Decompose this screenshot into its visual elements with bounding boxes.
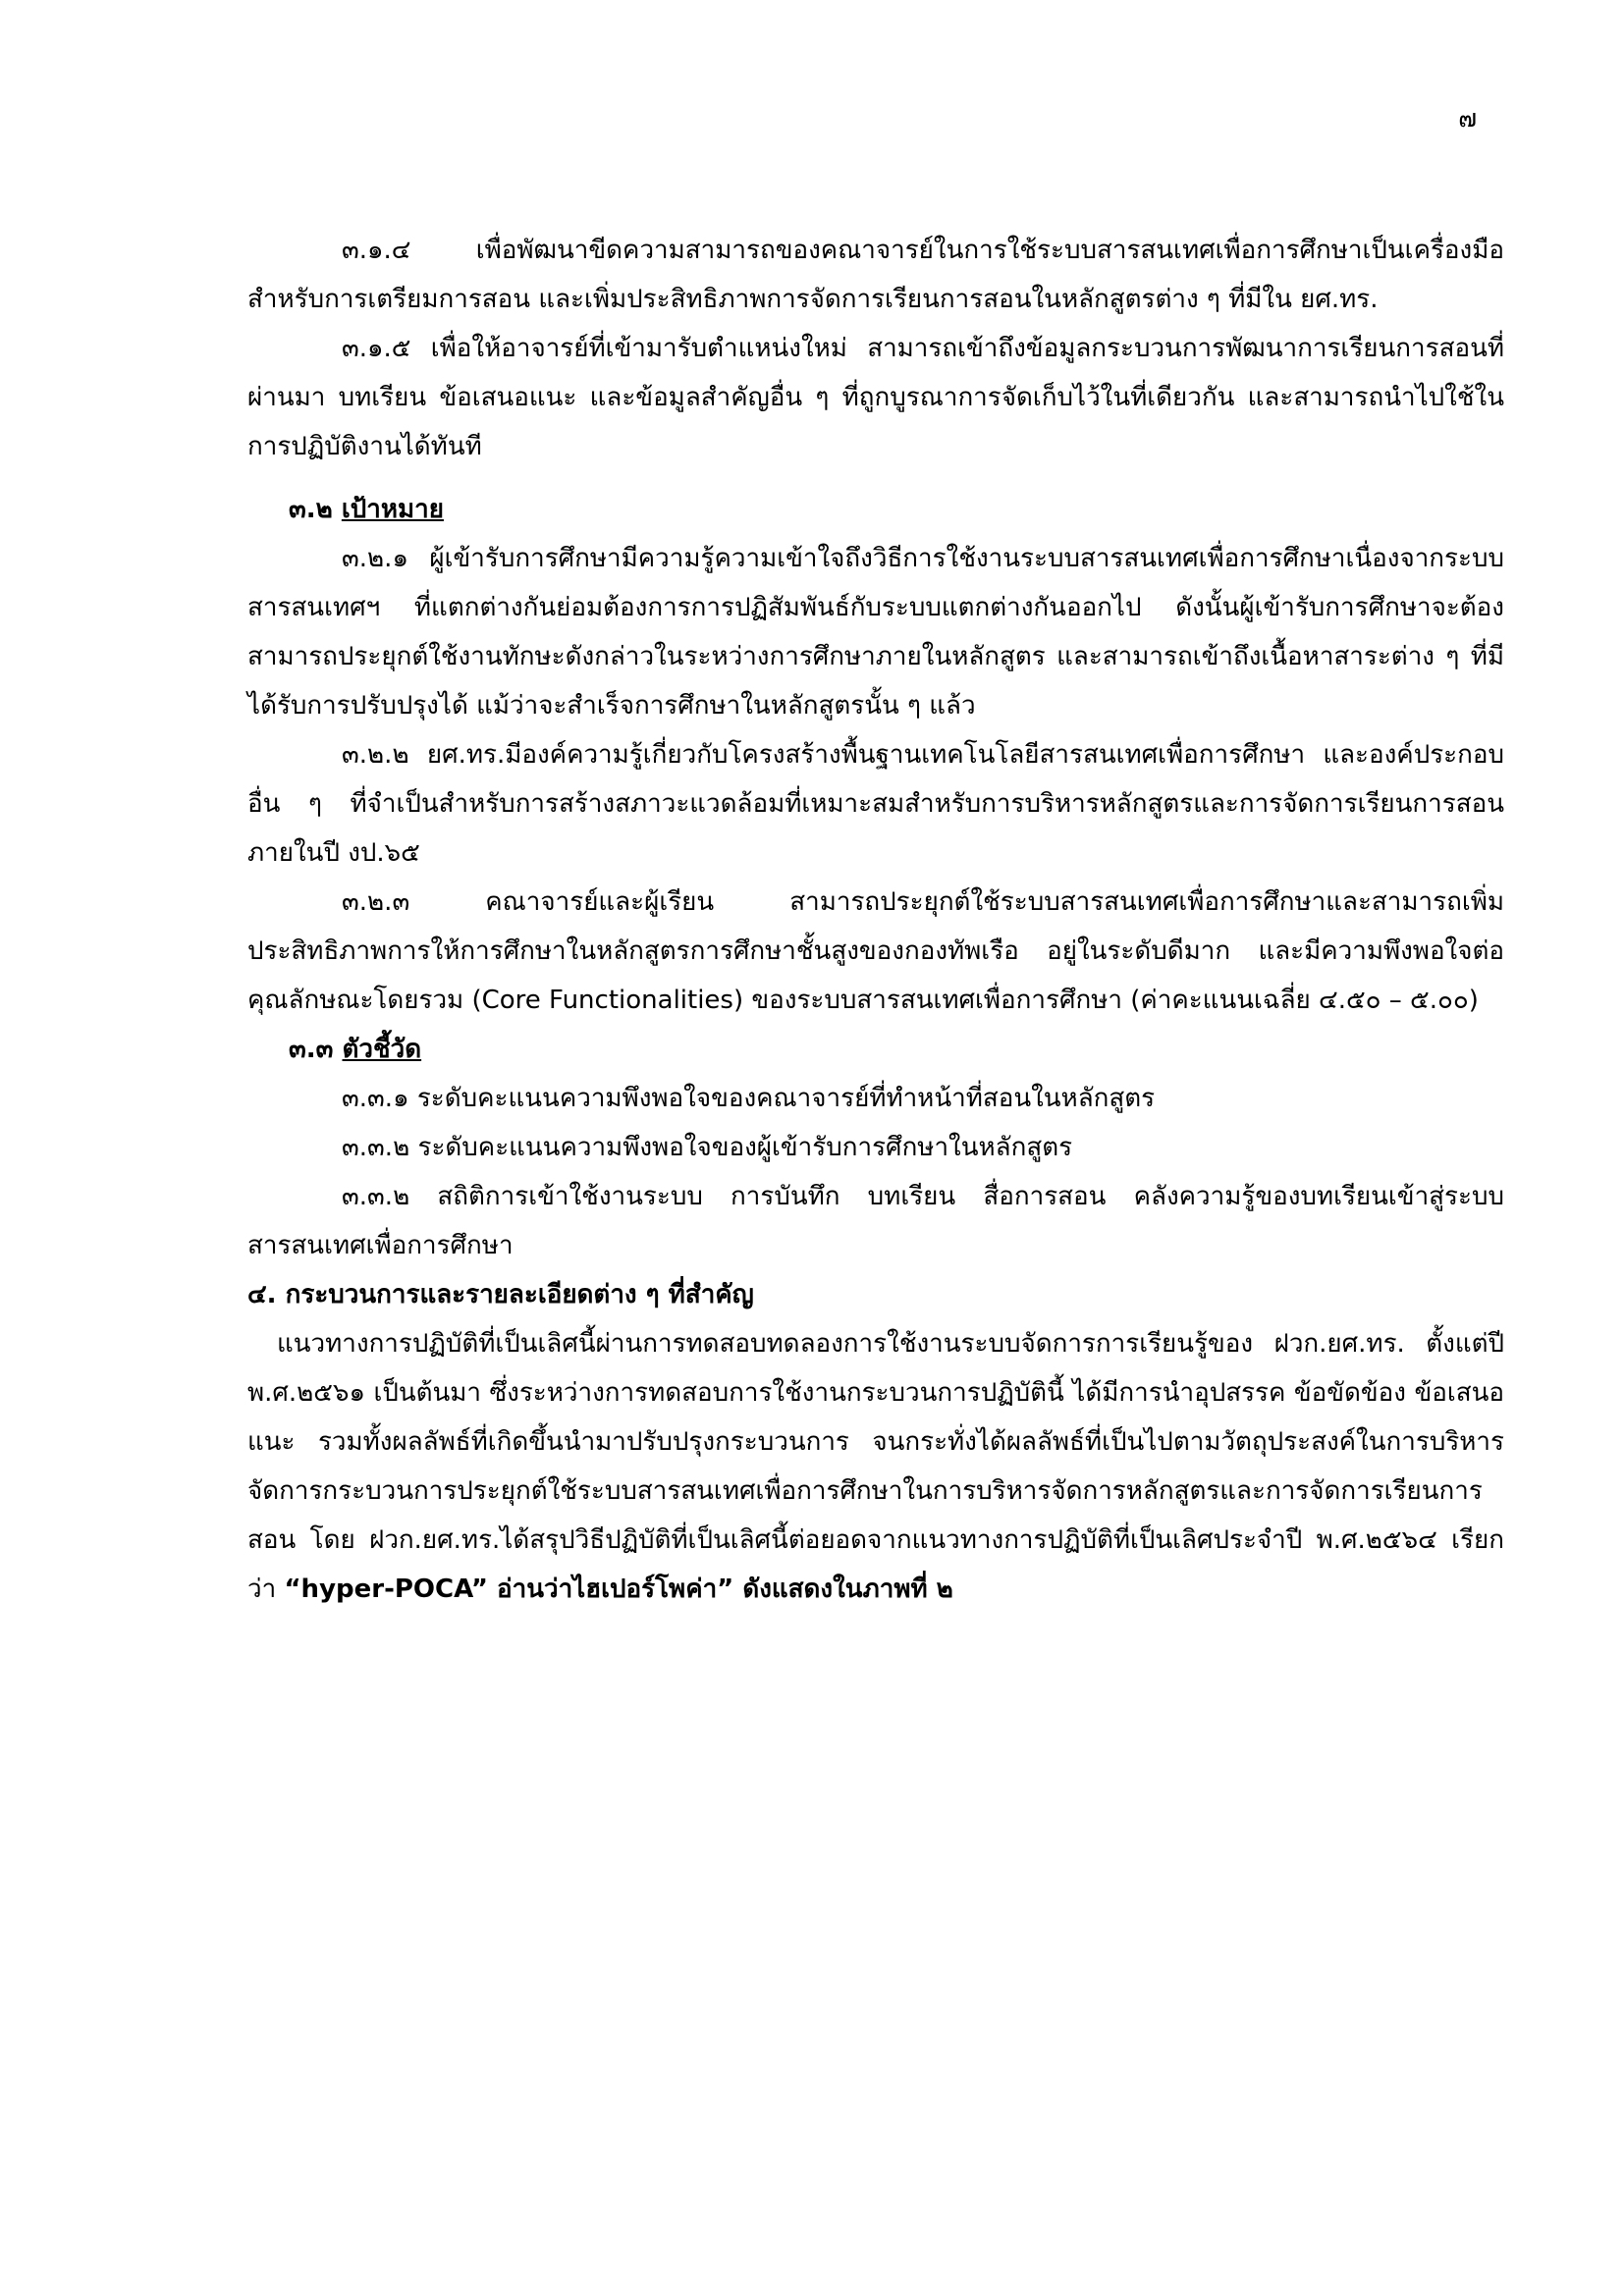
heading-3-3-title: ตัวชี้วัด bbox=[342, 1035, 422, 1064]
paragraph-3-3-3: ๓.๓.๒ สถิติการเข้าใช้งานระบบ การบันทึก บทเรียน สื่อการสอน คลังความรู้ของบทเรียนเข้าสู่ระบบสารสนเทศเพื่อการศึกษา bbox=[247, 1182, 1504, 1260]
paragraph-4-bold-text: “hyper-POCA” อ่านว่าไฮเปอร์โพค่า” ดังแสดงในภาพที่ ๒ bbox=[284, 1575, 953, 1604]
heading-3-3-number: ๓.๓ bbox=[289, 1035, 334, 1064]
heading-3-2-number: ๓.๒ bbox=[289, 495, 333, 524]
heading-3-2 bbox=[247, 485, 1504, 534]
heading-3-2-title: เป้าหมาย bbox=[341, 495, 444, 524]
paragraph-4 bbox=[247, 1319, 1504, 1614]
paragraph-3-2-3: ๓.๒.๓ คณาจารย์และผู้เรียน สามารถประยุกต์ใช้ระบบสารสนเทศเพื่อการศึกษาและสามารถเพิ่มประสิทธิภาพการให้การศึกษาในหลักสูตรการศึกษาชั้นสูงของกองทัพเรือ อยู่ในระดับดีมาก และมีความพึงพอใจต่อคุณลักษณะโดยรวม (Core Functionalities) ของระบบสารสนเทศเพื่อการศึกษา (ค่าคะแนนเฉลี่ย ๔.๕๐ – ๕.๐๐) bbox=[247, 887, 1504, 1015]
heading-3-3 bbox=[247, 1025, 1504, 1074]
paragraph-3-3-1: ๓.๓.๑ ระดับคะแนนความพึงพอใจของคณาจารย์ที่ทำหน้าที่สอนในหลักสูตร bbox=[342, 1084, 1156, 1113]
document-body bbox=[247, 226, 1504, 1614]
paragraph-4-text: แนวทางการปฏิบัติที่เป็นเลิศนี้ผ่านการทดสอบทดลองการใช้งานระบบจัดการการเรียนรู้ของ ฝวก.ยศ.ทร. ตั้งแต่ปี พ.ศ.๒๕๖๑ เป็นต้นมา ซึ่งระหว่างการทดสอบการใช้งานกระบวนการปฏิบัตินี้ ได้มีการนำอุปสรรค ข้อขัดข้อง ข้อเสนอแนะ รวมทั้งผลลัพธ์ที่เกิดขึ้นนำมาปรับปรุงกระบวนการ จนกระทั่งได้ผลลัพธ์ที่เป็นไปตามวัตถุประสงค์ในการบริหารจัดการกระบวนการประยุกต์ใช้ระบบสารสนเทศเพื่อการศึกษาในการบริหารจัดการหลักสูตรและการจัดการเรียนการสอน โดย ฝวก.ยศ.ทร.ได้สรุปวิธีปฏิบัติที่เป็นเลิศนี้ต่อยอดจากแนวทางการปฏิบัติที่เป็นเลิศประจำปี พ.ศ.๒๕๖๔ เรียกว่า bbox=[247, 1329, 1504, 1604]
page-number: ๗ bbox=[1458, 104, 1477, 133]
paragraph-3-3-2: ๓.๓.๒ ระดับคะแนนความพึงพอใจของผู้เข้ารับการศึกษาในหลักสูตร bbox=[342, 1133, 1073, 1162]
paragraph-3-2-1: ๓.๒.๑ ผู้เข้ารับการศึกษามีความรู้ความเข้าใจถึงวิธีการใช้งานระบบสารสนเทศเพื่อการศึกษาเนื่องจากระบบสารสนเทศฯ ที่แตกต่างกันย่อมต้องการการปฏิสัมพันธ์กับระบบแตกต่างกันออกไป ดังนั้นผู้เข้ารับการศึกษาจะต้องสามารถประยุกต์ใช้งานทักษะดังกล่าวในระหว่างการศึกษาภายในหลักสูตร และสามารถเข้าถึงเนื้อหาสาระต่าง ๆ ที่มีได้รับการปรับปรุงได้ แม้ว่าจะสำเร็จการศึกษาในหลักสูตรนั้น ๆ แล้ว bbox=[247, 544, 1504, 721]
paragraph-3-2-2: ๓.๒.๒ ยศ.ทร.มีองค์ความรู้เกี่ยวกับโครงสร้างพื้นฐานเทคโนโลยีสารสนเทศเพื่อการศึกษา และองค์ประกอบอื่น ๆ ที่จำเป็นสำหรับการสร้างสภาวะแวดล้อมที่เหมาะสมสำหรับการบริหารหลักสูตรและการจัดการเรียนการสอนภายในปี งป.๖๕ bbox=[247, 740, 1504, 868]
paragraph-3-1-4: ๓.๑.๔ เพื่อพัฒนาขีดความสามารถของคณาจารย์ในการใช้ระบบสารสนเทศเพื่อการศึกษาเป็นเครื่องมือสำหรับการเตรียมการสอน และเพิ่มประสิทธิภาพการจัดการเรียนการสอนในหลักสูตรต่าง ๆ ที่มีใน ยศ.ทร. bbox=[247, 236, 1504, 314]
paragraph-3-1-5: ๓.๑.๕ เพื่อให้อาจารย์ที่เข้ามารับตำแหน่งใหม่ สามารถเข้าถึงข้อมูลกระบวนการพัฒนาการเรียนการสอนที่ผ่านมา บทเรียน ข้อเสนอแนะ และข้อมูลสำคัญอื่น ๆ ที่ถูกบูรณาการจัดเก็บไว้ในที่เดียวกัน และสามารถนำไปใช้ในการปฏิบัติงานได้ทันที bbox=[247, 334, 1504, 461]
heading-4: ๔. กระบวนการและรายละเอียดต่าง ๆ ที่สำคัญ bbox=[247, 1280, 754, 1309]
